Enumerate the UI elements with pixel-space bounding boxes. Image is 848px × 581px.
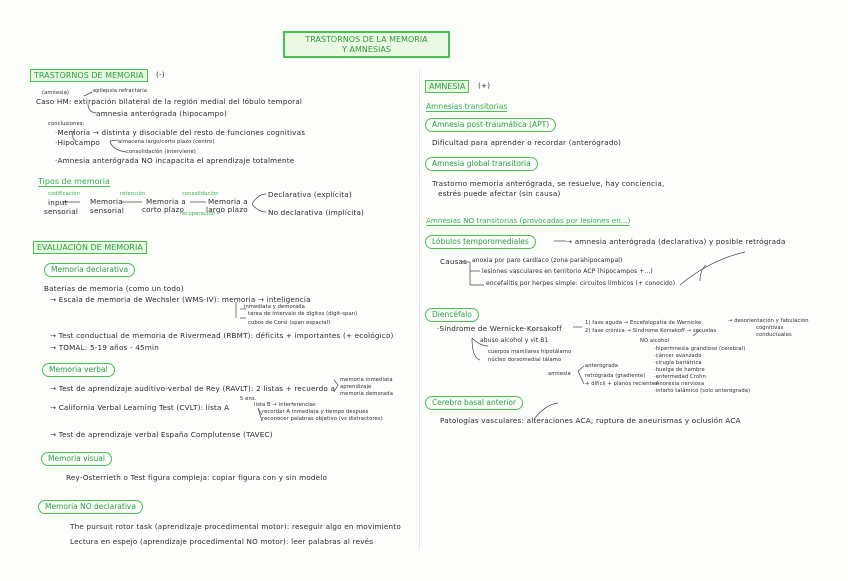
caso-anterograda: amnesia anterógrada (hipocampo) (96, 109, 228, 118)
wechsler: → Escala de memoria de Wechsler (WMS-IV): memoria → inteligencia (50, 295, 311, 304)
tipos-declarativa: Declarativa (explícita) (268, 190, 352, 199)
evaluacion-header: EVALUACIÓN DE MEMORIA (33, 241, 147, 254)
no-alcohol-6: ·Anorexia nerviosa (654, 381, 705, 387)
title-line-2: Y AMNESIAS (342, 45, 391, 54)
wk-fase-cronica: 2) fase crónica → Síndrome Korsakoff → secuelas (585, 328, 717, 334)
tipos-retencion: retención (120, 191, 146, 197)
caso-hm: Caso HM: extirpación bilateral de la región medial del lóbulo temporal (36, 97, 303, 106)
conclusion-2-almacena: almacena largo/corto plazo (centro) (118, 139, 215, 145)
oval-verbal: Memoria verbal (42, 363, 115, 377)
wechsler-cubos: cubos de Corsi (span espacial) (248, 320, 331, 326)
title-line-1: TRASTORNOS DE LA MEMORIA (305, 35, 428, 44)
cvlt-lista-b: lista B → interferencias (254, 402, 316, 408)
oval-post-traumatica: Amnesia post-traumática (APT) (425, 118, 556, 132)
no-transitorias-header: Amnesias NO transitorias (provocadas por lesiones en...) (426, 216, 631, 225)
causas-label: Causas (440, 257, 468, 266)
tavec: → Test de aprendizaje verbal España Complutense (TAVEC) (50, 430, 273, 439)
tipos-memoria-2: Memoria a (208, 197, 248, 206)
cuerpos-mamilares: cuerpos mamilares hipotálamo (488, 349, 572, 355)
tipos-consolidacion: consolidación (182, 191, 219, 197)
no-alcohol-2: ·cáncer avanzado (654, 353, 702, 359)
tipos-codificacion: codificación (48, 191, 81, 197)
amnesia-header: AMNESIA (425, 80, 469, 93)
global-desc-1: Trastorno memoria anterógrada, se resuelve, hay conciencia, (432, 179, 665, 188)
oval-visual: Memoria visual (41, 452, 112, 466)
no-alcohol-3: ·cirugía bariátrica (654, 360, 702, 366)
oval-basal: Cerebro basal anterior (425, 396, 523, 410)
oval-no-declarativa: Memoria NO declarativa (38, 500, 143, 514)
wernicke-korsakoff: ·Síndrome de Wernicke-Korsakoff (437, 324, 562, 333)
post-traumatica-desc: Dificultad para aprender o recordar (anterógrado) (432, 138, 622, 147)
wk-desorientacion: → desorientación y fabulación (728, 318, 809, 324)
rivermead: → Test conductual de memoria de Rivermead (RBMT): déficits + importantes (+ ecológico) (50, 331, 394, 340)
dien-anterograda: anterógrada (585, 363, 619, 369)
cvlt-reconocer: reconocer palabras objetivo (vs distractores) (262, 416, 383, 422)
tipos-memoria: Memoria (90, 197, 123, 206)
amnesia-mark: (+) (478, 81, 491, 90)
no-alcohol-4: ·huelga de hambre (654, 367, 705, 373)
epilepsia-note: epilepsia refractaria (93, 88, 148, 94)
tipos-no-declarativa: No declarativa (implícita) (268, 208, 365, 217)
dien-amnesia: amnesia (548, 371, 571, 377)
lectura-espejo: Lectura en espejo (aprendizaje procedimental NO motor): leer palabras al revés (70, 537, 374, 546)
tipos-sensorial: sensorial (44, 207, 79, 216)
conclusion-1: ·Memoria → distinta y disociable del resto de funciones cognitivas (55, 128, 306, 137)
pursuit-rotor: The pursuit rotor task (aprendizaje procedimental motor): reseguir algo en movimiento (70, 522, 401, 531)
cvlt-ensayos: 5 ens. (240, 396, 257, 402)
tipos-largo: largo plazo (206, 205, 248, 214)
cvlt: → California Verbal Learning Test (CVLT): lista A (50, 403, 230, 412)
conclusion-3: ·Amnesia anterógrada NO incapacita el aprendizaje totalmente (55, 156, 295, 165)
cvlt-recordar: recordar A inmediata y tiempo después (262, 409, 369, 415)
baterias: Baterías de memoria (como un todo) (44, 284, 184, 293)
abuso-alcohol: abuso alcohol y vit B1 (480, 337, 549, 344)
conclusion-2: ·Hipocampo (55, 138, 100, 147)
tipos-header: Tipos de memoria (38, 177, 110, 186)
wk-conductuales: conductuales (756, 332, 792, 338)
rey-demorada: memoria demorada (340, 391, 393, 397)
wechsler-tarea: tarea de intervalo de dígitos (digit-span) (248, 311, 358, 317)
trastornos-header: TRASTORNOS DE MEMORIA (30, 69, 148, 82)
oval-diencefalo: Diencéfalo (425, 308, 479, 322)
oval-lobulos: Lóbulos temporomediales (425, 235, 536, 249)
lobulos-desc: → amnesia anterógrada (declarativa) y posible retrógrada (566, 237, 786, 246)
wechsler-inmediata: inmediata y demorada (244, 304, 305, 310)
tipos-sensorial-2: sensorial (90, 206, 125, 215)
rey-aprendizaje: aprendizaje (340, 384, 372, 390)
oval-declarativa: Memoria declarativa (44, 263, 135, 277)
conclusion-2-consolidacion: consolidación (interviene) (126, 149, 196, 155)
tipos-input: input (48, 198, 68, 207)
conclusiones-label: conclusiones: (48, 121, 85, 127)
trastornos-mark: (-) (156, 70, 165, 79)
wk-cognitivas: cognitivas (756, 325, 784, 331)
oval-global: Amnesia global transitoria (425, 157, 538, 171)
dien-dificil: + difícil + planos recientes (585, 381, 658, 387)
tomal: → TOMAL: 5-19 años - 45min (50, 343, 159, 352)
global-desc-2: estrés puede afectar (sin causa) (438, 189, 561, 198)
nucleo-dorsomedial: núcleo dorsomedial tálamo (488, 357, 562, 363)
no-alcohol-5: ·enfermedad Crohn (654, 374, 706, 380)
no-alcohol-1: ·hipermnesia grandioso (cerebral) (654, 346, 746, 352)
rey-osterrieth: Rey-Osterrieth o Test figura compleja: copiar figura con y sin modelo (66, 473, 328, 482)
tipos-recuperacion: recuperación (180, 211, 216, 217)
tipos-memoria-1: Memoria a (146, 197, 186, 206)
causa-1: anoxia por paro cardíaco (zona parahipocampal) (472, 257, 623, 264)
amnesia-tag: (amnesia) (42, 90, 69, 96)
rey-inmediata: memoria inmediata (340, 377, 393, 383)
transitorias-header: Amnesias transitorias (426, 102, 508, 111)
rey: → Test de aprendizaje auditivo-verbal de Rey (RAVLT): 2 listas + recuerdo a (50, 384, 336, 393)
no-alcohol-7: ·infarto talámico (solo anterógrada) (654, 388, 751, 394)
tipos-corto: corto plazo (142, 205, 185, 214)
dien-retrograda: retrógrada (gradiente) (585, 373, 646, 379)
wk-fase-aguda: 1) fase aguda → Encefalopatía de Wernicke (585, 320, 702, 326)
causa-3: encefalitis por herpes simple: circuitos límbicos (+ conocido) (486, 280, 676, 287)
causa-2: lesiones vasculares en territorio ACP (hipocampos +...) (482, 268, 653, 275)
no-alcohol: NO alcohol (640, 338, 670, 344)
basal-desc: Patologías vasculares: alteraciones ACA; ruptura de aneurismas y oclusión ACA (440, 416, 741, 425)
